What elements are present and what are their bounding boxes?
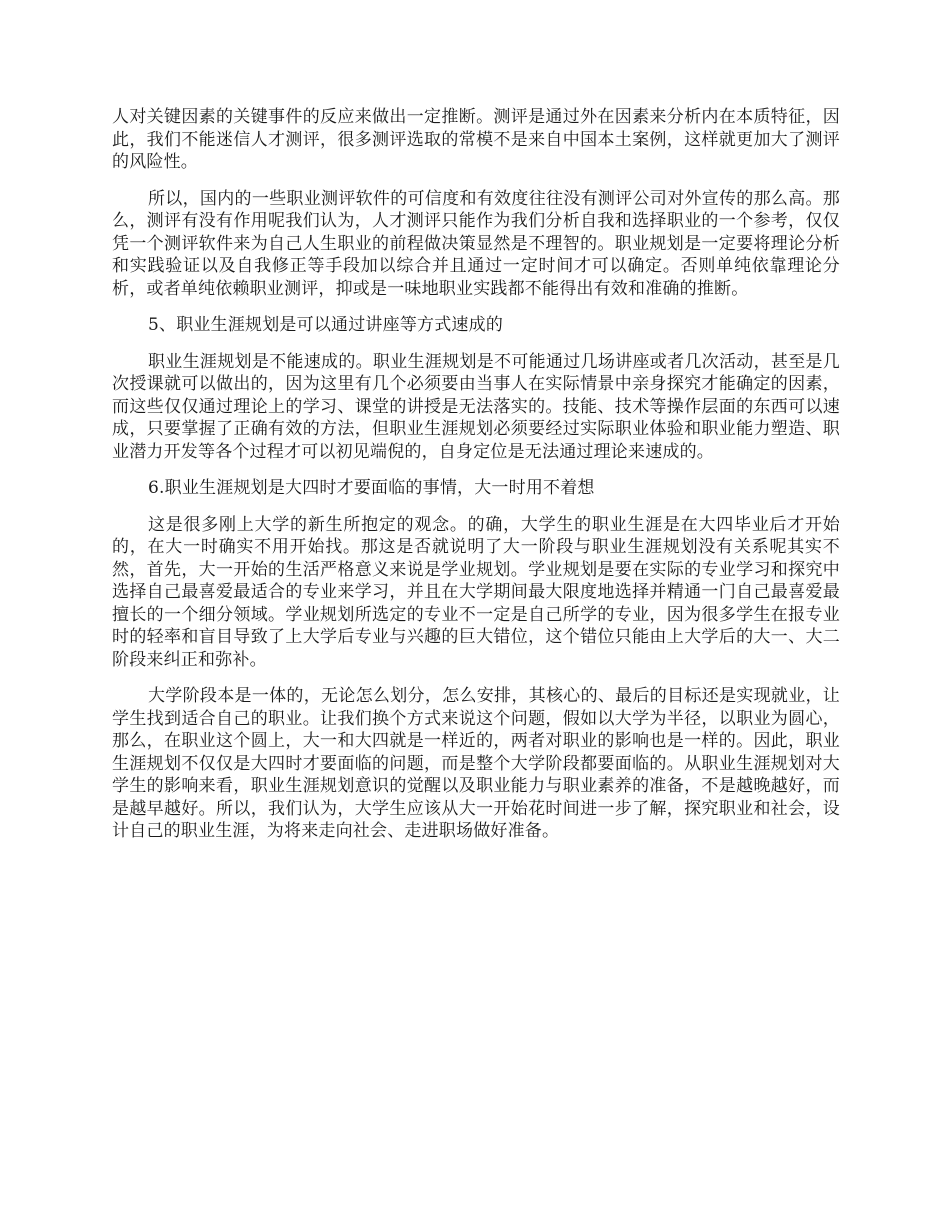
document-body — [112, 106, 840, 857]
paragraph-2: 所以，国内的一些职业测评软件的可信度和有效度往往没有测评公司对外宣传的那么高。那么，测评有没有作用呢我们认为，人才测评只能作为我们分析自我和选择职业的一个参考，仅仅凭一个测评软件来为自己人生职业的前程做决策显然是不理智的。职业规划是一定要将理论分析和实践验证以及自我修正等手段加以综合并且通过一定时间才可以确定。否则单纯依靠理论分析，或者单纯依赖职业测评，抑或是一味地职业实践都不能得出有效和准确的推断。 — [112, 188, 840, 299]
paragraph-5: 大学阶段本是一体的，无论怎么划分，怎么安排，其核心的、最后的目标还是实现就业，让学生找到适合自己的职业。让我们换个方式来说这个问题，假如以大学为半径，以职业为圆心，那么，在职业这个圆上，大一和大四就是一样近的，两者对职业的影响也是一样的。因此，职业生涯规划不仅仅是大四时才要面临的问题，而是整个大学阶段都要面临的。从职业生涯规划对大学生的影响来看，职业生涯规划意识的觉醒以及职业能力与职业素养的准备，不是越晚越好，而是越早越好。所以，我们认为，大学生应该从大一开始花时间进一步了解，探究职业和社会，设计自己的职业生涯，为将来走向社会、走进职场做好准备。 — [112, 686, 840, 841]
section-heading-6: 6.职业生涯规划是大四时才要面临的事情，大一时用不着想 — [148, 478, 595, 498]
paragraph-4: 这是很多刚上大学的新生所抱定的观念。的确，大学生的职业生涯是在大四毕业后才开始的，在大一时确实不用开始找。那这是否就说明了大一阶段与职业生涯规划没有关系呢其实不然，首先，大一开始的生活严格意义来说是学业规划。学业规划是要在实际的专业学习和探究中选择自己最喜爱最适合的专业来学习，并且在大学期间最大限度地选择并精通一门自己最喜爱最擅长的一个细分领域。学业规划所选定的专业不一定是自己所学的专业，因为很多学生在报专业时的轻率和盲目导致了上大学后专业与兴趣的巨大错位，这个错位只能由上大学后的大一、大二阶段来纠正和弥补。 — [112, 514, 840, 670]
section-heading-5: 5、职业生涯规划是可以通过讲座等方式速成的 — [148, 315, 504, 335]
paragraph-1: 人对关键因素的关键事件的反应来做出一定推断。测评是通过外在因素来分析内在本质特征，因此，我们不能迷信人才测评，很多测评选取的常模不是来自中国本土案例，这样就更加大了测评的风险性。 — [112, 107, 840, 172]
paragraph-3: 职业生涯规划是不能速成的。职业生涯规划是不可能通过几场讲座或者几次活动，甚至是几次授课就可以做出的，因为这里有几个必须要由当事人在实际情景中亲身探究才能确定的因素，而这些仅仅通过理论上的学习、课堂的讲授是无法落实的。技能、技术等操作层面的东西可以速成，只要掌握了正确有效的方法，但职业生涯规划必须要经过实际职业体验和职业能力塑造、职业潜力开发等各个过程才可以初见端倪的，自身定位是无法通过理论来速成的。 — [112, 351, 840, 462]
